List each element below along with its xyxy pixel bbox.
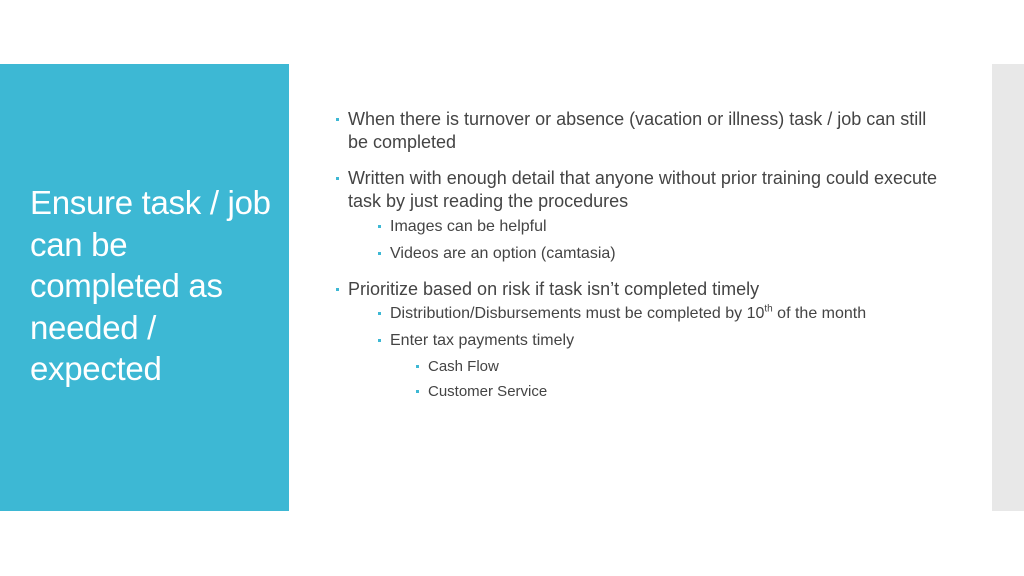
- slide-title: Ensure task / job can be completed as needed / expected: [30, 184, 271, 387]
- bullet-item: [330, 167, 950, 213]
- bullet-item: [330, 108, 950, 154]
- bullet-list: [330, 108, 950, 401]
- sub-bullet-item: [330, 331, 950, 351]
- sub-bullet-item: [330, 304, 950, 324]
- bullet-text: Enter tax payments timely: [390, 332, 575, 349]
- bullet-text: Cash Flow: [428, 358, 499, 375]
- bullet-text-start: Distribution/Disbursements must be completed by 10: [390, 305, 765, 322]
- ordinal-superscript: th: [764, 303, 773, 315]
- bullet-text-end: of the month: [772, 305, 867, 322]
- bullet-icon: [378, 312, 381, 315]
- bullet-text: Customer Service: [428, 383, 548, 400]
- bullet-icon: [336, 288, 339, 291]
- bullet-icon: [378, 225, 381, 228]
- bullet-icon: [378, 252, 381, 255]
- bullet-icon: [336, 118, 339, 121]
- bullet-icon: [416, 390, 419, 393]
- sub-sub-bullet-item: [330, 382, 950, 401]
- side-strip: [992, 64, 1024, 511]
- bullet-icon: [336, 177, 339, 180]
- bullet-item: [330, 278, 950, 301]
- bullet-text: Written with enough detail that anyone without prior training could execute task by just reading the procedures: [348, 168, 938, 211]
- spacer: [330, 264, 950, 278]
- bullet-icon: [378, 339, 381, 342]
- bullet-text: When there is turnover or absence (vacation or illness) task / job can still be completed: [348, 109, 927, 152]
- sub-sub-bullet-item: [330, 357, 950, 376]
- bullet-text: Prioritize based on risk if task isn’t completed timely: [348, 279, 760, 299]
- bullet-text: Videos are an option (camtasia): [390, 245, 616, 262]
- bullet-text: Images can be helpful: [390, 218, 547, 235]
- bullet-icon: [416, 365, 419, 368]
- sub-bullet-item: [330, 244, 950, 264]
- sub-bullet-item: [330, 217, 950, 237]
